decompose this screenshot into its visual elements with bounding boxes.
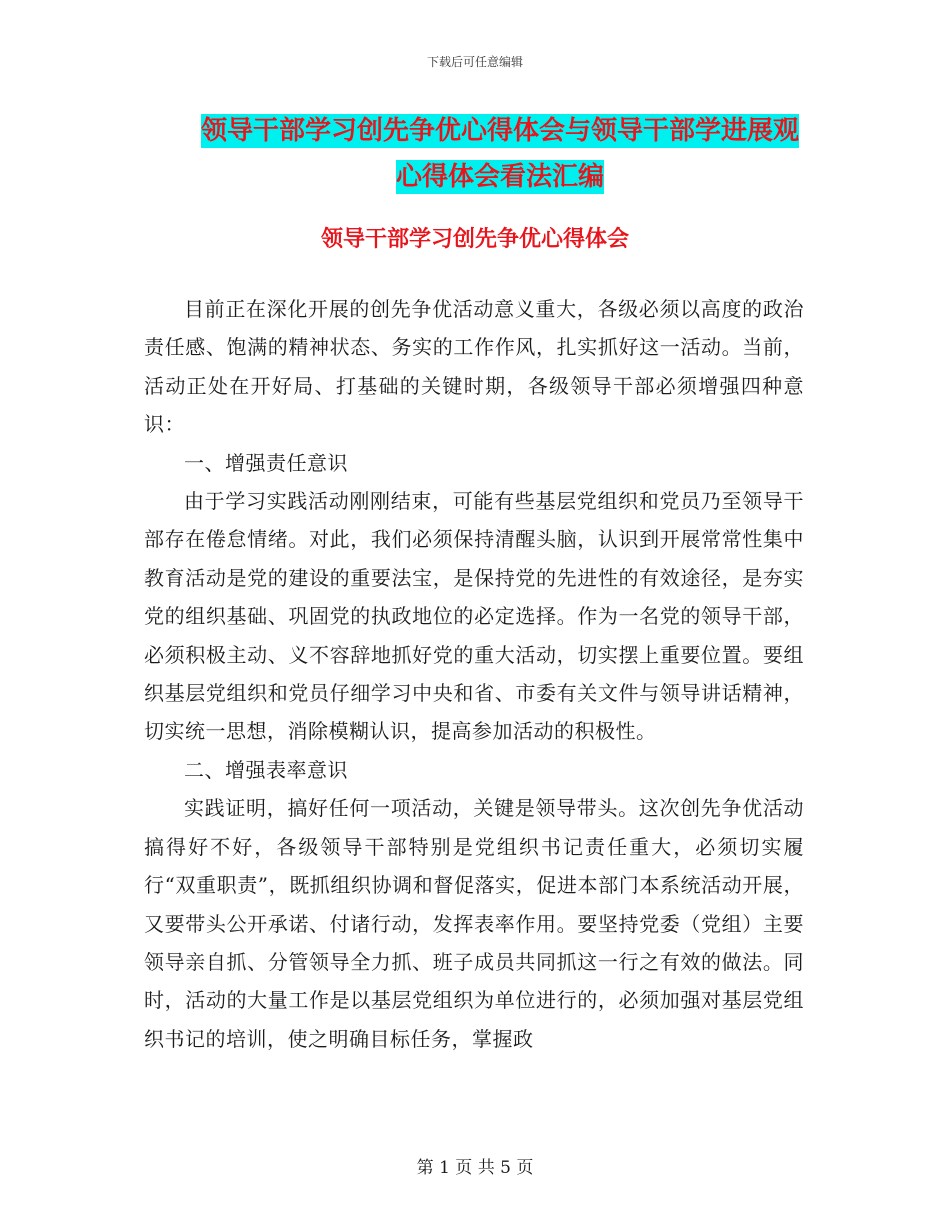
document-body: [144, 290, 804, 1058]
document-title-line-1: 领导干部学习创先争优心得体会与领导干部学进展观: [200, 116, 799, 146]
section-heading-example: 二、增强表率意识: [184, 757, 348, 782]
page-number: 第 1 页 共 5 页: [416, 1158, 534, 1178]
body-paragraph: 目前正在深化开展的创先争优活动意义重大，各级必须以高度的政治责任感、饱满的精神状态、务实的工作作风，扎实抓好这一活动。当前，活动正处在开好局、打基础的关键时期，各级领导干部必须增强四种意识：: [144, 297, 804, 437]
page-header-note: 下载后可任意编辑: [426, 55, 523, 69]
section-heading-responsibility: 一、增强责任意识: [184, 450, 348, 475]
section-title: 领导干部学习创先争优心得体会: [320, 227, 629, 252]
document-title: [190, 108, 810, 200]
body-paragraph: 实践证明，搞好任何一项活动，关键是领导带头。这次创先争优活动搞得好不好，各级领导干部特别是党组织书记责任重大，必须切实履行“双重职责”，既抓组织协调和督促落实，促进本部门本系统活动开展，又要带头公开承诺、付诸行动，发挥表率作用。要坚持党委（党组）主要领导亲自抓、分管领导全力抓、班子成员共同抓这一行之有效的做法。同时，活动的大量工作是以基层党组织为单位进行的，必须加强对基层党组织书记的培训，使之明确目标任务，掌握政: [144, 796, 804, 1051]
document-title-line-2: 心得体会看法汇编: [395, 162, 604, 192]
body-paragraph: 由于学习实践活动刚刚结束，可能有些基层党组织和党员乃至领导干部存在倦怠情绪。对此，我们必须保持清醒头脑，认识到开展常常性集中教育活动是党的建设的重要法宝，是保持党的先进性的有效途径，是夯实党的组织基础、巩固党的执政地位的必定选择。作为一名党的领导干部，必须积极主动、义不容辞地抓好党的重大活动，切实摆上重要位置。要组织基层党组织和党员仔细学习中央和省、市委有关文件与领导讲话精神，切实统一思想，消除模糊认识，提高参加活动的积极性。: [144, 489, 804, 744]
